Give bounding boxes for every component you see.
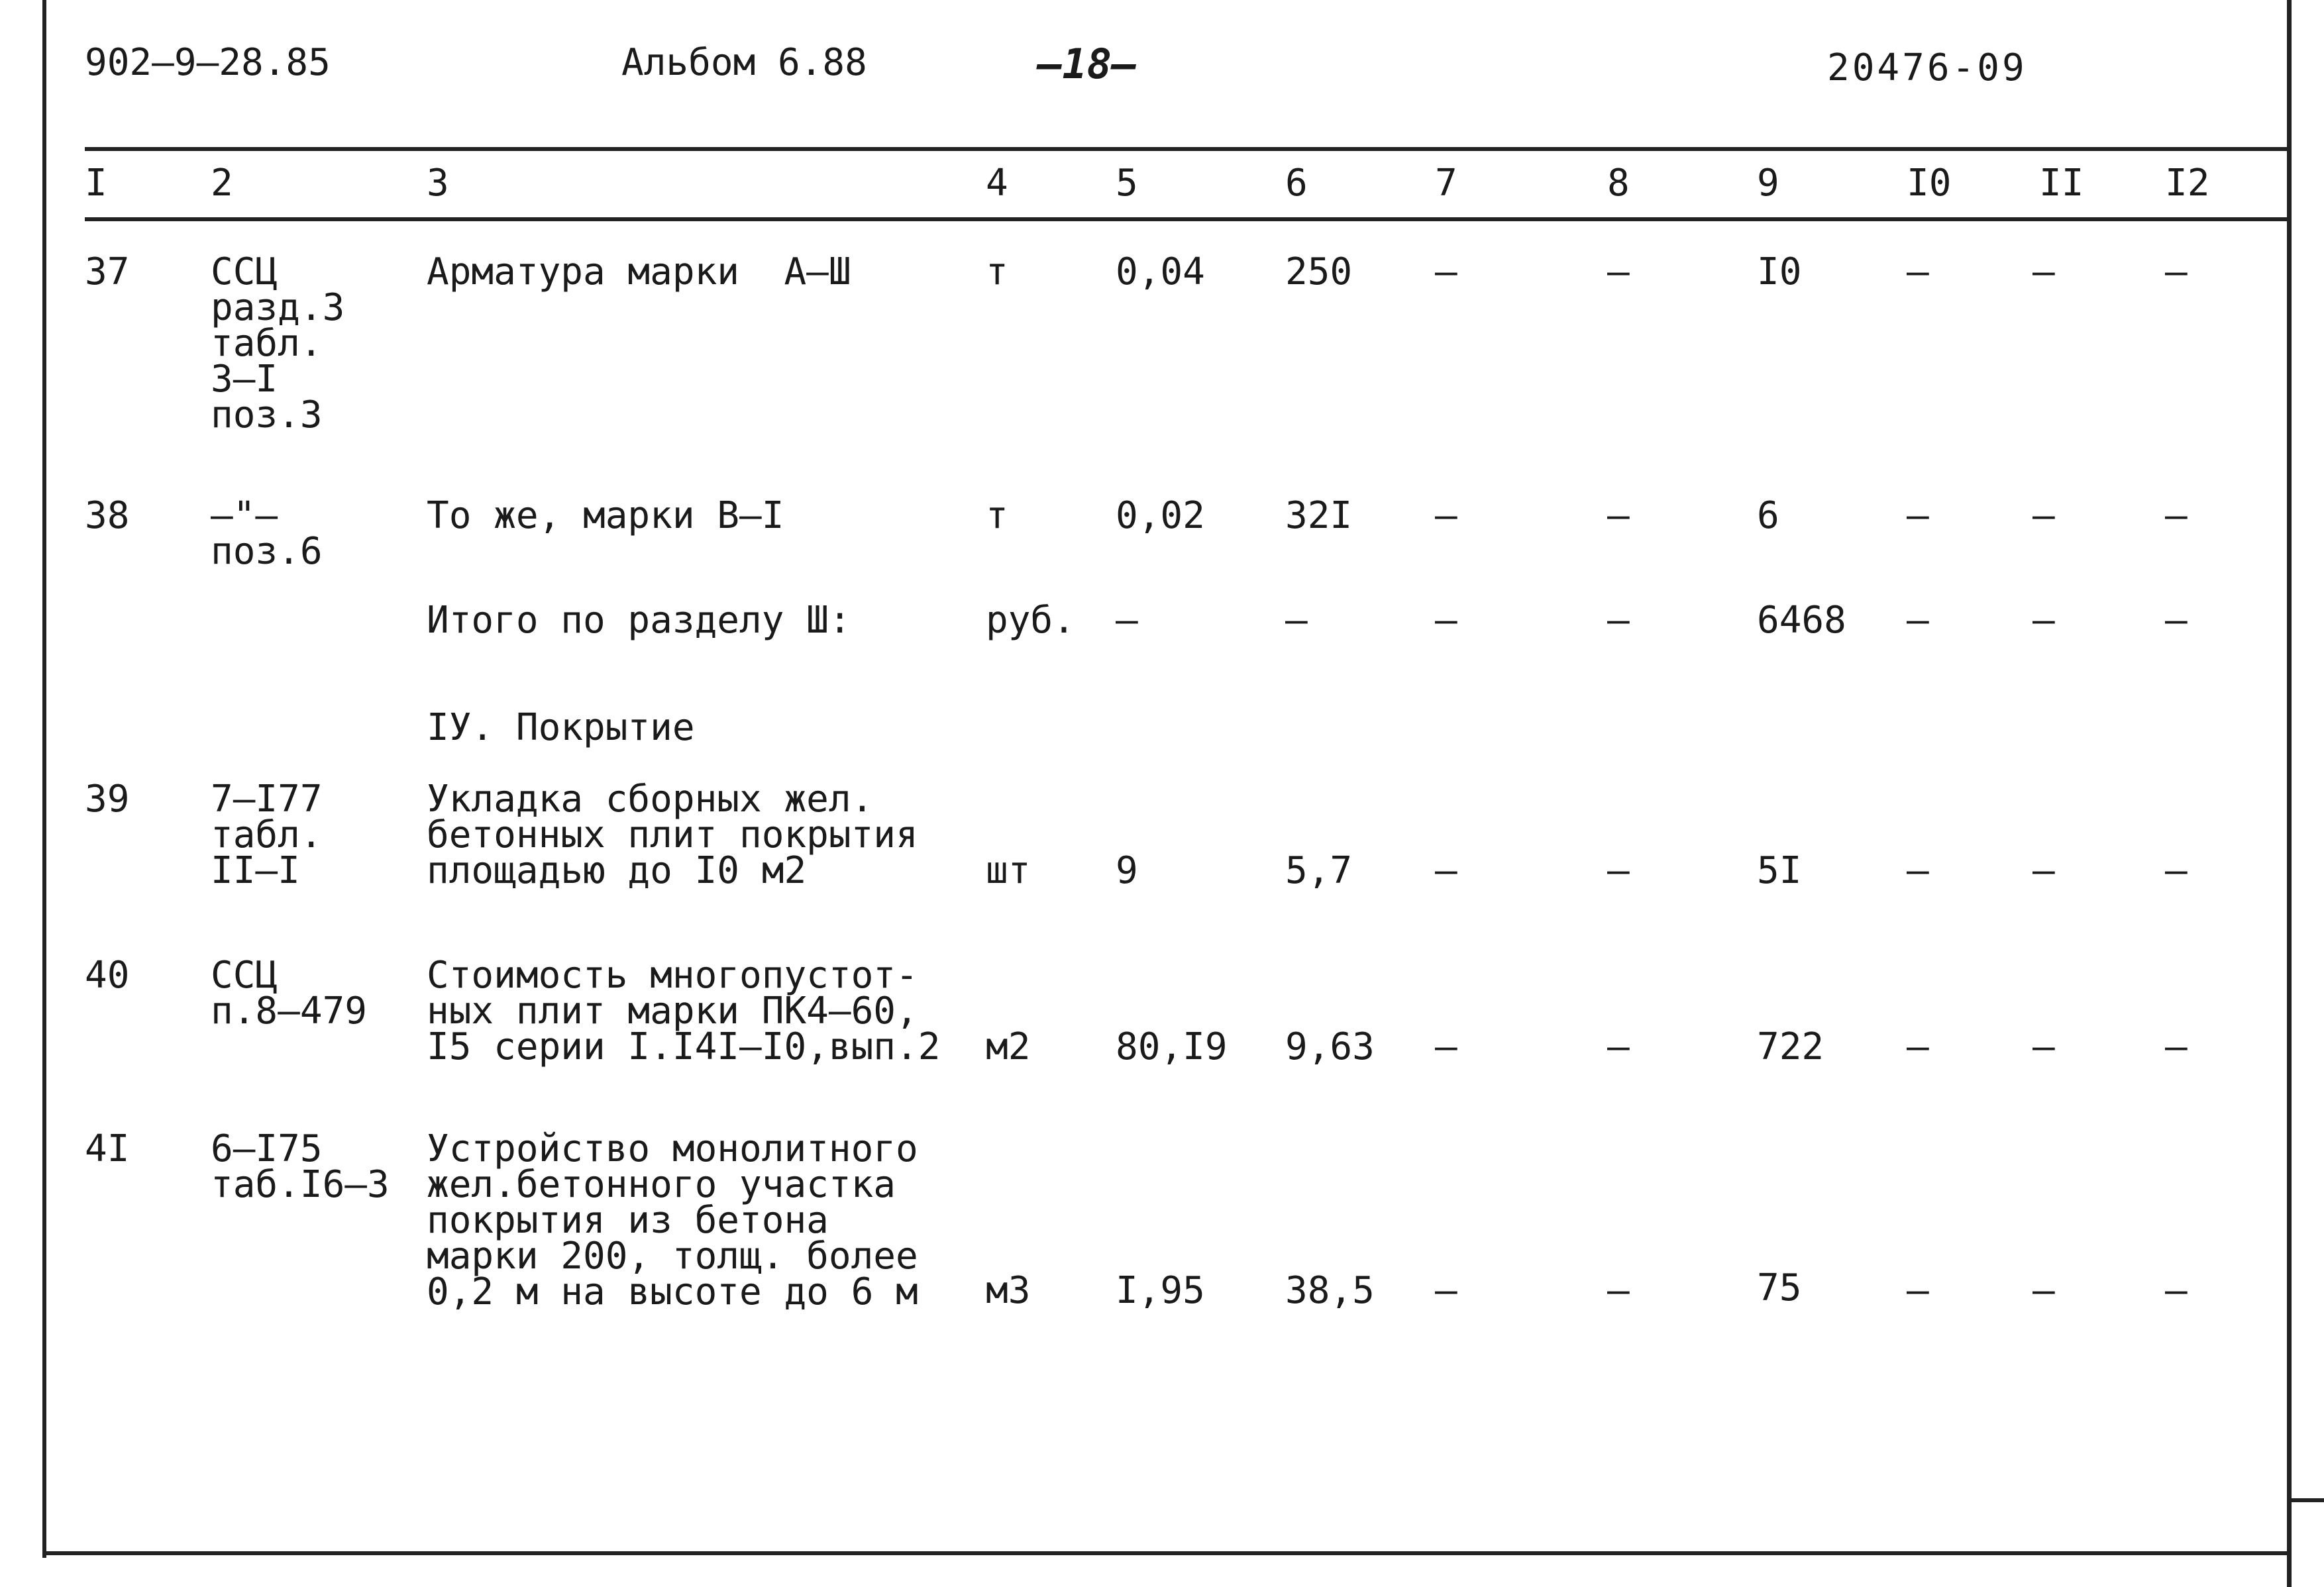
cell-11: – xyxy=(2033,250,2055,293)
cell-10: – xyxy=(1907,849,1929,892)
column-header: I0 xyxy=(1907,162,1952,205)
cell-11: – xyxy=(2033,599,2055,642)
work-description: Стоимость многопустот- ных плит марки ПК4–60, I5 серии I.I4I–I0,вып.2 xyxy=(427,954,941,1068)
quantity: 80,I9 xyxy=(1116,1025,1228,1068)
cell-11: – xyxy=(2033,1025,2055,1068)
cell-12: – xyxy=(2165,250,2188,293)
cell-7: – xyxy=(1435,1269,1457,1312)
norm-reference: ССЦ п.8–479 xyxy=(211,954,368,1033)
frame-right-border xyxy=(2287,0,2292,1587)
work-description: Устройство монолитного жел.бетонного участка покрытия из бетона марки 200, толщ. более 0,2 м на высоте до 6 м xyxy=(427,1127,918,1313)
quantity: – xyxy=(1116,599,1138,642)
row-number: 40 xyxy=(85,954,130,997)
section-total-value: 6468 xyxy=(1757,599,1846,642)
column-header: 8 xyxy=(1607,162,1630,205)
row-number: 38 xyxy=(85,494,130,537)
unit-price: 9,63 xyxy=(1285,1025,1375,1068)
column-header: 9 xyxy=(1757,162,1779,205)
frame-left-border xyxy=(42,0,46,1558)
cell-7: – xyxy=(1435,250,1457,293)
quantity: I,95 xyxy=(1116,1269,1205,1312)
column-header: I xyxy=(85,162,107,205)
cell-10: – xyxy=(1907,494,1929,537)
frame-bottom-border xyxy=(42,1551,2292,1555)
row-number: 39 xyxy=(85,778,130,821)
unit: руб. xyxy=(986,599,1075,642)
cell-10: – xyxy=(1907,599,1929,642)
sheet-code: 20476-09 xyxy=(1827,46,2027,89)
header-top-rule xyxy=(85,147,2292,151)
quantity: 0,04 xyxy=(1116,250,1205,293)
work-description: Укладка сборных жел. бетонных плит покрытия площадью до I0 м2 xyxy=(427,778,918,892)
cell-8: – xyxy=(1607,250,1630,293)
cell-12: – xyxy=(2165,1269,2188,1312)
cell-9: 75 xyxy=(1757,1266,1802,1309)
row-number: 37 xyxy=(85,250,130,293)
unit-price: 38,5 xyxy=(1285,1269,1375,1312)
cell-12: – xyxy=(2165,599,2188,642)
cell-9: 6 xyxy=(1757,494,1779,537)
cell-12: – xyxy=(2165,849,2188,892)
norm-reference: 7–I77 табл. II–I xyxy=(211,778,323,892)
cell-9: I0 xyxy=(1757,250,1802,293)
norm-reference: 6–I75 таб.I6–3 xyxy=(211,1127,390,1206)
header-bottom-rule xyxy=(85,217,2292,221)
cell-8: – xyxy=(1607,1269,1630,1312)
cell-9: 722 xyxy=(1757,1025,1824,1068)
cell-10: – xyxy=(1907,1025,1929,1068)
unit-price: 250 xyxy=(1285,250,1353,293)
cell-7: – xyxy=(1435,849,1457,892)
column-header: 3 xyxy=(427,162,449,205)
work-description: Арматура марки А–Ш xyxy=(427,250,851,293)
unit: т xyxy=(986,250,1008,293)
unit-price: 5,7 xyxy=(1285,849,1353,892)
page-number: –18– xyxy=(1037,40,1137,88)
quantity: 0,02 xyxy=(1116,494,1205,537)
cell-12: – xyxy=(2165,1025,2188,1068)
unit: т xyxy=(986,494,1008,537)
section-total-label: Итого по разделу Ш: xyxy=(427,599,851,642)
norm-reference: –"– поз.6 xyxy=(211,494,323,573)
cell-11: – xyxy=(2033,494,2055,537)
cell-7: – xyxy=(1435,494,1457,537)
cell-10: – xyxy=(1907,250,1929,293)
album-label: Альбом 6.88 xyxy=(621,41,867,84)
cell-8: – xyxy=(1607,1025,1630,1068)
column-header: 7 xyxy=(1435,162,1457,205)
cell-11: – xyxy=(2033,1269,2055,1312)
cell-8: – xyxy=(1607,494,1630,537)
unit-price: 32I xyxy=(1285,494,1353,537)
cell-8: – xyxy=(1607,599,1630,642)
column-header: 5 xyxy=(1116,162,1138,205)
quantity: 9 xyxy=(1116,849,1138,892)
document-code: 902–9–28.85 xyxy=(85,41,331,84)
column-header: 6 xyxy=(1285,162,1308,205)
section-heading: IУ. Покрытие xyxy=(427,706,695,749)
row-number: 4I xyxy=(85,1127,130,1170)
column-header: 4 xyxy=(986,162,1008,205)
cell-8: – xyxy=(1607,849,1630,892)
cell-7: – xyxy=(1435,1025,1457,1068)
unit: м2 xyxy=(986,1025,1031,1068)
cell-10: – xyxy=(1907,1269,1929,1312)
cell-12: – xyxy=(2165,494,2188,537)
work-description: То же, марки В–I xyxy=(427,494,784,537)
cell-7: – xyxy=(1435,599,1457,642)
cell-9: 5I xyxy=(1757,849,1802,892)
unit: м3 xyxy=(986,1269,1031,1312)
unit: шт xyxy=(986,849,1031,892)
column-header: II xyxy=(2039,162,2084,205)
cell-11: – xyxy=(2033,849,2055,892)
column-header: I2 xyxy=(2165,162,2210,205)
column-header: 2 xyxy=(211,162,233,205)
unit-price: – xyxy=(1285,599,1308,642)
norm-reference: ССЦ разд.3 табл. 3–I поз.3 xyxy=(211,250,345,436)
frame-edge-tick xyxy=(2292,1498,2324,1502)
